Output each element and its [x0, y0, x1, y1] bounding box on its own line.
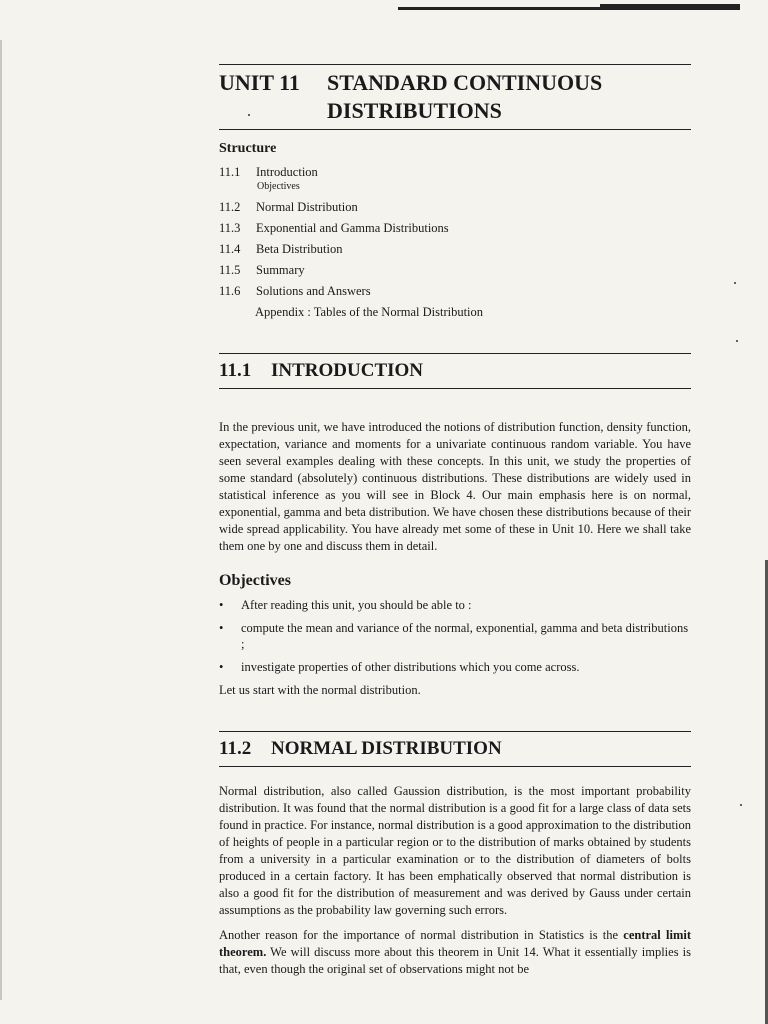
list-item: [219, 597, 691, 613]
toc-number: 11.2: [219, 200, 241, 214]
toc-item: [219, 239, 691, 260]
normal-paragraph-2-start: Another reason for the importance of normal distribution in Statistics is the: [219, 928, 624, 942]
bullet: •: [219, 598, 224, 612]
toc-number: 11.1: [219, 165, 241, 179]
toc-number: 11.3: [219, 221, 241, 235]
bullet: •: [219, 660, 224, 674]
section-rule: [219, 766, 691, 767]
list-item: [219, 659, 691, 675]
toc-label: Summary: [256, 263, 305, 277]
toc-item: [219, 260, 691, 281]
bullet: •: [219, 621, 224, 635]
header-rule: [219, 129, 691, 130]
central-limit-theorem-term: central limit theorem.: [219, 928, 691, 959]
unit-title: [327, 69, 602, 129]
section-title: INTRODUCTION: [271, 360, 424, 381]
scan-edge-top-dark: [600, 4, 740, 8]
list-item-text: investigate properties of other distributions which you come across.: [241, 660, 580, 674]
scan-speck: [734, 282, 736, 284]
toc-number: 11.4: [219, 242, 241, 256]
normal-paragraph-2: [219, 927, 691, 978]
structure-list: [219, 162, 691, 323]
section-number: 11.2: [219, 738, 252, 759]
normal-paragraph-2-end: We will discuss more about this theorem in Unit 14. What it essentially implies is that, even though the original set of observations might not be: [219, 945, 691, 976]
section-title: NORMAL DISTRIBUTION: [271, 738, 502, 759]
toc-subitem: Objectives: [257, 181, 300, 192]
section-rule: [219, 388, 691, 389]
toc-label: Exponential and Gamma Distributions: [256, 221, 449, 235]
intro-paragraph: In the previous unit, we have introduced the notions of distribution function, density function, expectation, variance and moments for a univariate continuous random variable. You have seen several examples dealing with these concepts. In this unit, we study the properties of some standard (absolutely) continuous distributions. These distributions are widely used in statistical inference as you will see in Block 4. Our main emphasis here is on normal, exponential, gamma and beta distribution. We have chosen these distributions because of their wide spread applicability. You have already met some of these in Unit 10. Here we shall take them one by one and discuss them in detail.: [219, 420, 691, 553]
section-number: 11.1: [219, 360, 252, 381]
top-rule: [219, 64, 691, 65]
toc-item: [219, 281, 691, 302]
list-item-text: After reading this unit, you should be able to :: [241, 598, 472, 612]
toc-number: 11.5: [219, 263, 241, 277]
unit-label: UNIT 11: [219, 70, 300, 95]
toc-item: [219, 218, 691, 239]
unit-title-line1: STANDARD CONTINUOUS: [327, 70, 603, 95]
normal-paragraph-1: Normal distribution, also called Gaussion distribution, is the most important probability distribution. It was found that the normal distribution is a good fit for a large class of data sets found in practice. For instance, normal distribution is a good approximation to the distribution of heights of people in a particular region or to the distribution of marks obtained by students from a university in a particular examination or to the distribution of diameters of bolts produced in a certain factory. It has been emphatically observed that normal distribution is also a good fit for the distribution of measurement and was derived by Gauss under certain assumptions as the probability law governing such errors.: [219, 784, 691, 917]
unit-header: [219, 69, 691, 129]
scan-edge-left: [0, 40, 2, 1000]
toc-number: 11.6: [219, 284, 241, 298]
toc-label: Introduction: [256, 165, 318, 179]
section-heading-introduction: [219, 354, 691, 388]
toc-label: Solutions and Answers: [256, 284, 371, 298]
scan-speck: [740, 804, 742, 806]
toc-label: Normal Distribution: [256, 200, 358, 214]
toc-item: [219, 197, 691, 218]
list-item-text: compute the mean and variance of the normal, exponential, gamma and beta distributions ;: [241, 621, 689, 651]
objectives-title: Objectives: [219, 572, 291, 589]
scan-speck: [736, 340, 738, 342]
section-heading-normal: [219, 732, 691, 766]
unit-title-line2: DISTRIBUTIONS: [327, 98, 502, 123]
page-content: [219, 64, 691, 978]
list-item: [219, 620, 691, 652]
toc-appendix: Appendix : Tables of the Normal Distribution: [255, 305, 484, 319]
intro-closing: Let us start with the normal distribution.: [219, 683, 421, 697]
toc-label: Beta Distribution: [256, 242, 343, 256]
structure-title: Structure: [219, 141, 277, 156]
objectives-list: [219, 597, 691, 675]
